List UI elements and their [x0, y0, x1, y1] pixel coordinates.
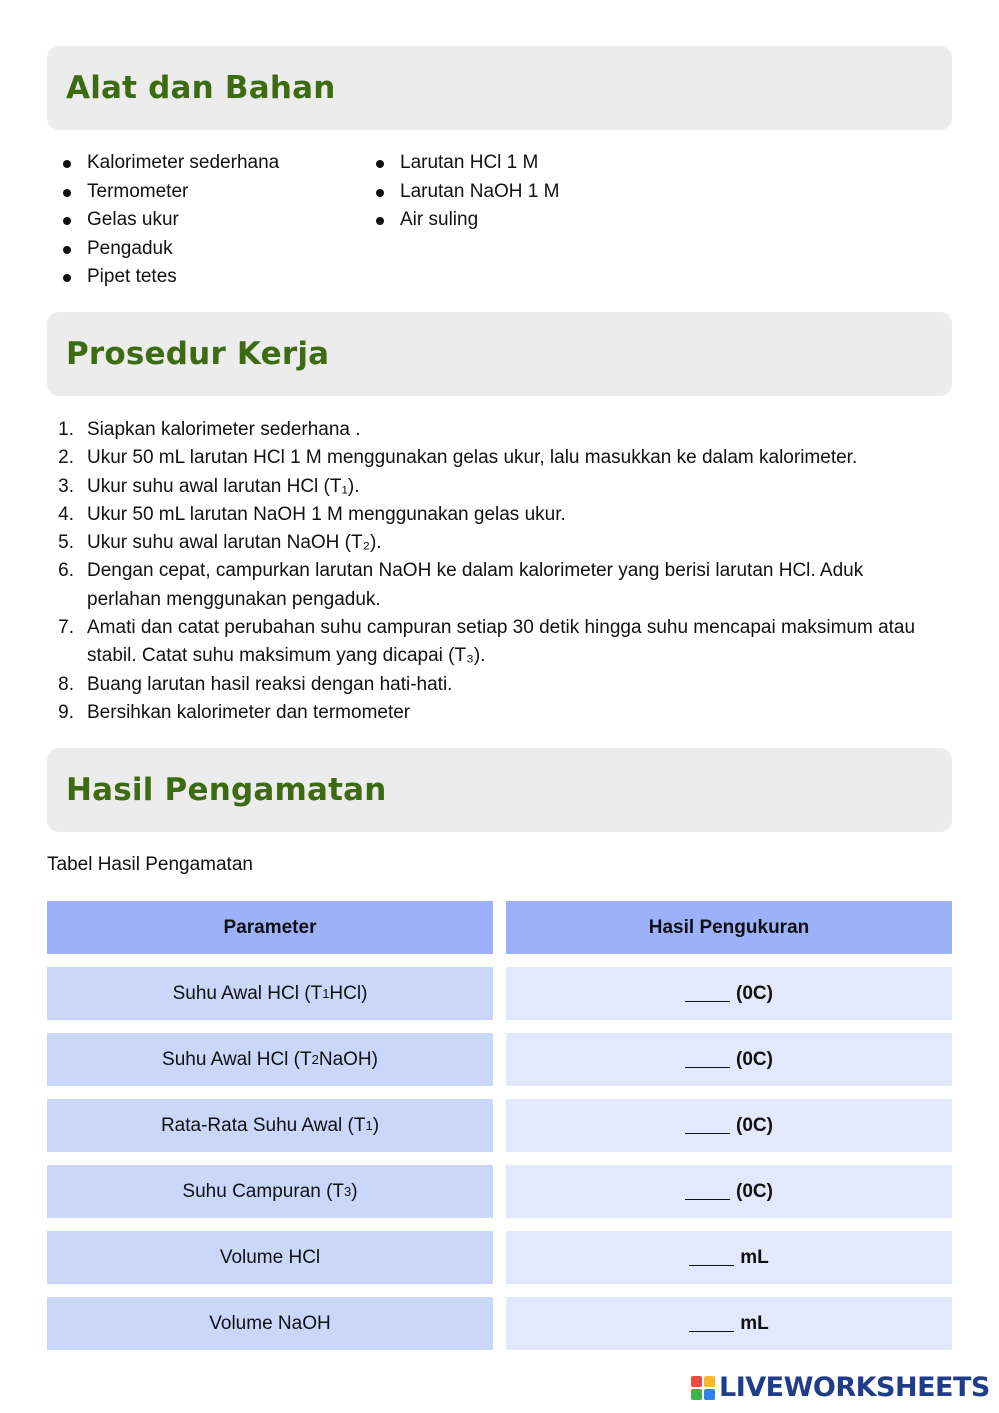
- step-number: 3.: [58, 475, 74, 497]
- parameter-cell: [47, 1165, 493, 1218]
- parameter-subscript: 3: [344, 1184, 352, 1199]
- section-header-alat: [47, 46, 952, 130]
- parameter-text: Suhu Awal HCl (T: [172, 982, 323, 1004]
- list-item: Gelas ukur: [47, 206, 347, 235]
- alat-list-col1: [47, 149, 347, 292]
- parameter-subscript: 2: [311, 1052, 319, 1067]
- section-title-prosedur: Prosedur Kerja: [66, 336, 330, 372]
- step-number: 8.: [58, 673, 74, 695]
- result-cell[interactable]: [506, 1165, 952, 1218]
- result-cell[interactable]: [506, 967, 952, 1020]
- parameter-cell: [47, 1231, 493, 1284]
- parameter-subscript: 1: [365, 1118, 373, 1133]
- step-item: [47, 699, 927, 727]
- step-text: Bersihkan kalorimeter dan termometer: [87, 701, 411, 723]
- unit-label: (0C): [736, 1114, 773, 1136]
- step-item: [47, 501, 927, 529]
- step-item: [47, 671, 927, 699]
- step-item: [47, 416, 927, 444]
- answer-blank[interactable]: [685, 986, 730, 1002]
- parameter-cell: [47, 1099, 493, 1152]
- step-text: Dengan cepat, campurkan larutan NaOH ke dalam kalorimeter yang berisi larutan HCl. Aduk perlahan menggunakan pengaduk.: [87, 560, 864, 610]
- table-caption: Tabel Hasil Pengamatan: [47, 854, 253, 875]
- parameter-text: Volume NaOH: [209, 1312, 331, 1334]
- parameter-text-tail: ): [372, 1114, 380, 1136]
- step-text: Ukur 50 mL larutan NaOH 1 M menggunakan gelas ukur.: [87, 503, 566, 525]
- unit-label: (0C): [736, 982, 773, 1004]
- result-cell[interactable]: [506, 1033, 952, 1086]
- step-number: 2.: [58, 447, 74, 469]
- answer-blank[interactable]: [685, 1118, 730, 1134]
- logo-square: [704, 1376, 715, 1387]
- result-cell[interactable]: [506, 1297, 952, 1350]
- answer-blank[interactable]: [685, 1052, 730, 1068]
- step-item: [47, 614, 927, 671]
- list-item: Kalorimeter sederhana: [47, 149, 347, 178]
- step-text: Ukur suhu awal larutan NaOH (T₂).: [87, 532, 382, 554]
- step-item: [47, 444, 927, 472]
- step-number: 6.: [58, 560, 74, 582]
- list-item: Larutan NaOH 1 M: [360, 178, 660, 207]
- list-item: Pipet tetes: [47, 263, 347, 292]
- logo-square: [691, 1376, 702, 1387]
- step-text: Siapkan kalorimeter sederhana .: [87, 419, 361, 440]
- section-title-alat: Alat dan Bahan: [66, 70, 336, 106]
- section-header-prosedur: [47, 312, 952, 396]
- step-number: 1.: [58, 419, 74, 440]
- unit-label: mL: [740, 1246, 769, 1268]
- step-number: 7.: [58, 617, 74, 639]
- step-item: [47, 557, 927, 614]
- logo-text: LIVEWORKSHEETS: [719, 1372, 990, 1403]
- parameter-cell: [47, 1033, 493, 1086]
- logo-square: [691, 1389, 702, 1400]
- result-cell[interactable]: [506, 1231, 952, 1284]
- list-item: Air suling: [360, 206, 660, 235]
- step-text: Ukur suhu awal larutan HCl (T₁).: [87, 475, 360, 497]
- parameter-cell: [47, 1297, 493, 1350]
- logo-square: [704, 1389, 715, 1400]
- step-text: Amati dan catat perubahan suhu campuran setiap 30 detik hingga suhu mencapai maksimum atau stabil. Catat suhu maksimum yang dicapai (T₃).: [87, 617, 916, 667]
- parameter-subscript: 1: [322, 986, 330, 1001]
- step-item: [47, 473, 927, 501]
- answer-blank[interactable]: [689, 1250, 734, 1266]
- header-parameter: Parameter: [47, 901, 493, 954]
- parameter-text-tail: NaOH): [318, 1048, 378, 1070]
- step-item: [47, 529, 927, 557]
- step-text: Buang larutan hasil reaksi dengan hati-hati.: [87, 673, 453, 695]
- answer-blank[interactable]: [689, 1316, 734, 1332]
- parameter-text: Rata-Rata Suhu Awal (T: [160, 1114, 366, 1136]
- parameter-text-tail: HCl): [329, 982, 368, 1004]
- parameter-text: Suhu Campuran (T: [182, 1180, 344, 1202]
- liveworksheets-logo[interactable]: [691, 1372, 990, 1403]
- step-number: 5.: [58, 532, 74, 554]
- prosedur-steps: [47, 416, 927, 727]
- section-title-hasil: Hasil Pengamatan: [66, 772, 387, 808]
- unit-label: (0C): [736, 1180, 773, 1202]
- parameter-text: Volume HCl: [219, 1246, 321, 1268]
- step-number: 4.: [58, 503, 74, 525]
- parameter-cell: [47, 967, 493, 1020]
- section-header-hasil: [47, 748, 952, 832]
- answer-blank[interactable]: [685, 1184, 730, 1200]
- parameter-text: Suhu Awal HCl (T: [162, 1048, 312, 1070]
- unit-label: (0C): [736, 1048, 773, 1070]
- parameter-text-tail: ): [351, 1180, 358, 1202]
- list-item: Pengaduk: [47, 235, 347, 264]
- list-item: Larutan HCl 1 M: [360, 149, 660, 178]
- alat-list-col2: [360, 149, 660, 235]
- unit-label: mL: [740, 1312, 769, 1334]
- header-hasil-pengukuran: Hasil Pengukuran: [506, 901, 952, 954]
- liveworksheets-logo-icon: [691, 1376, 715, 1400]
- step-text: Ukur 50 mL larutan HCl 1 M menggunakan gelas ukur, lalu masukkan ke dalam kalorimeter.: [87, 447, 858, 469]
- result-cell[interactable]: [506, 1099, 952, 1152]
- step-number: 9.: [58, 701, 74, 723]
- list-item: Termometer: [47, 178, 347, 207]
